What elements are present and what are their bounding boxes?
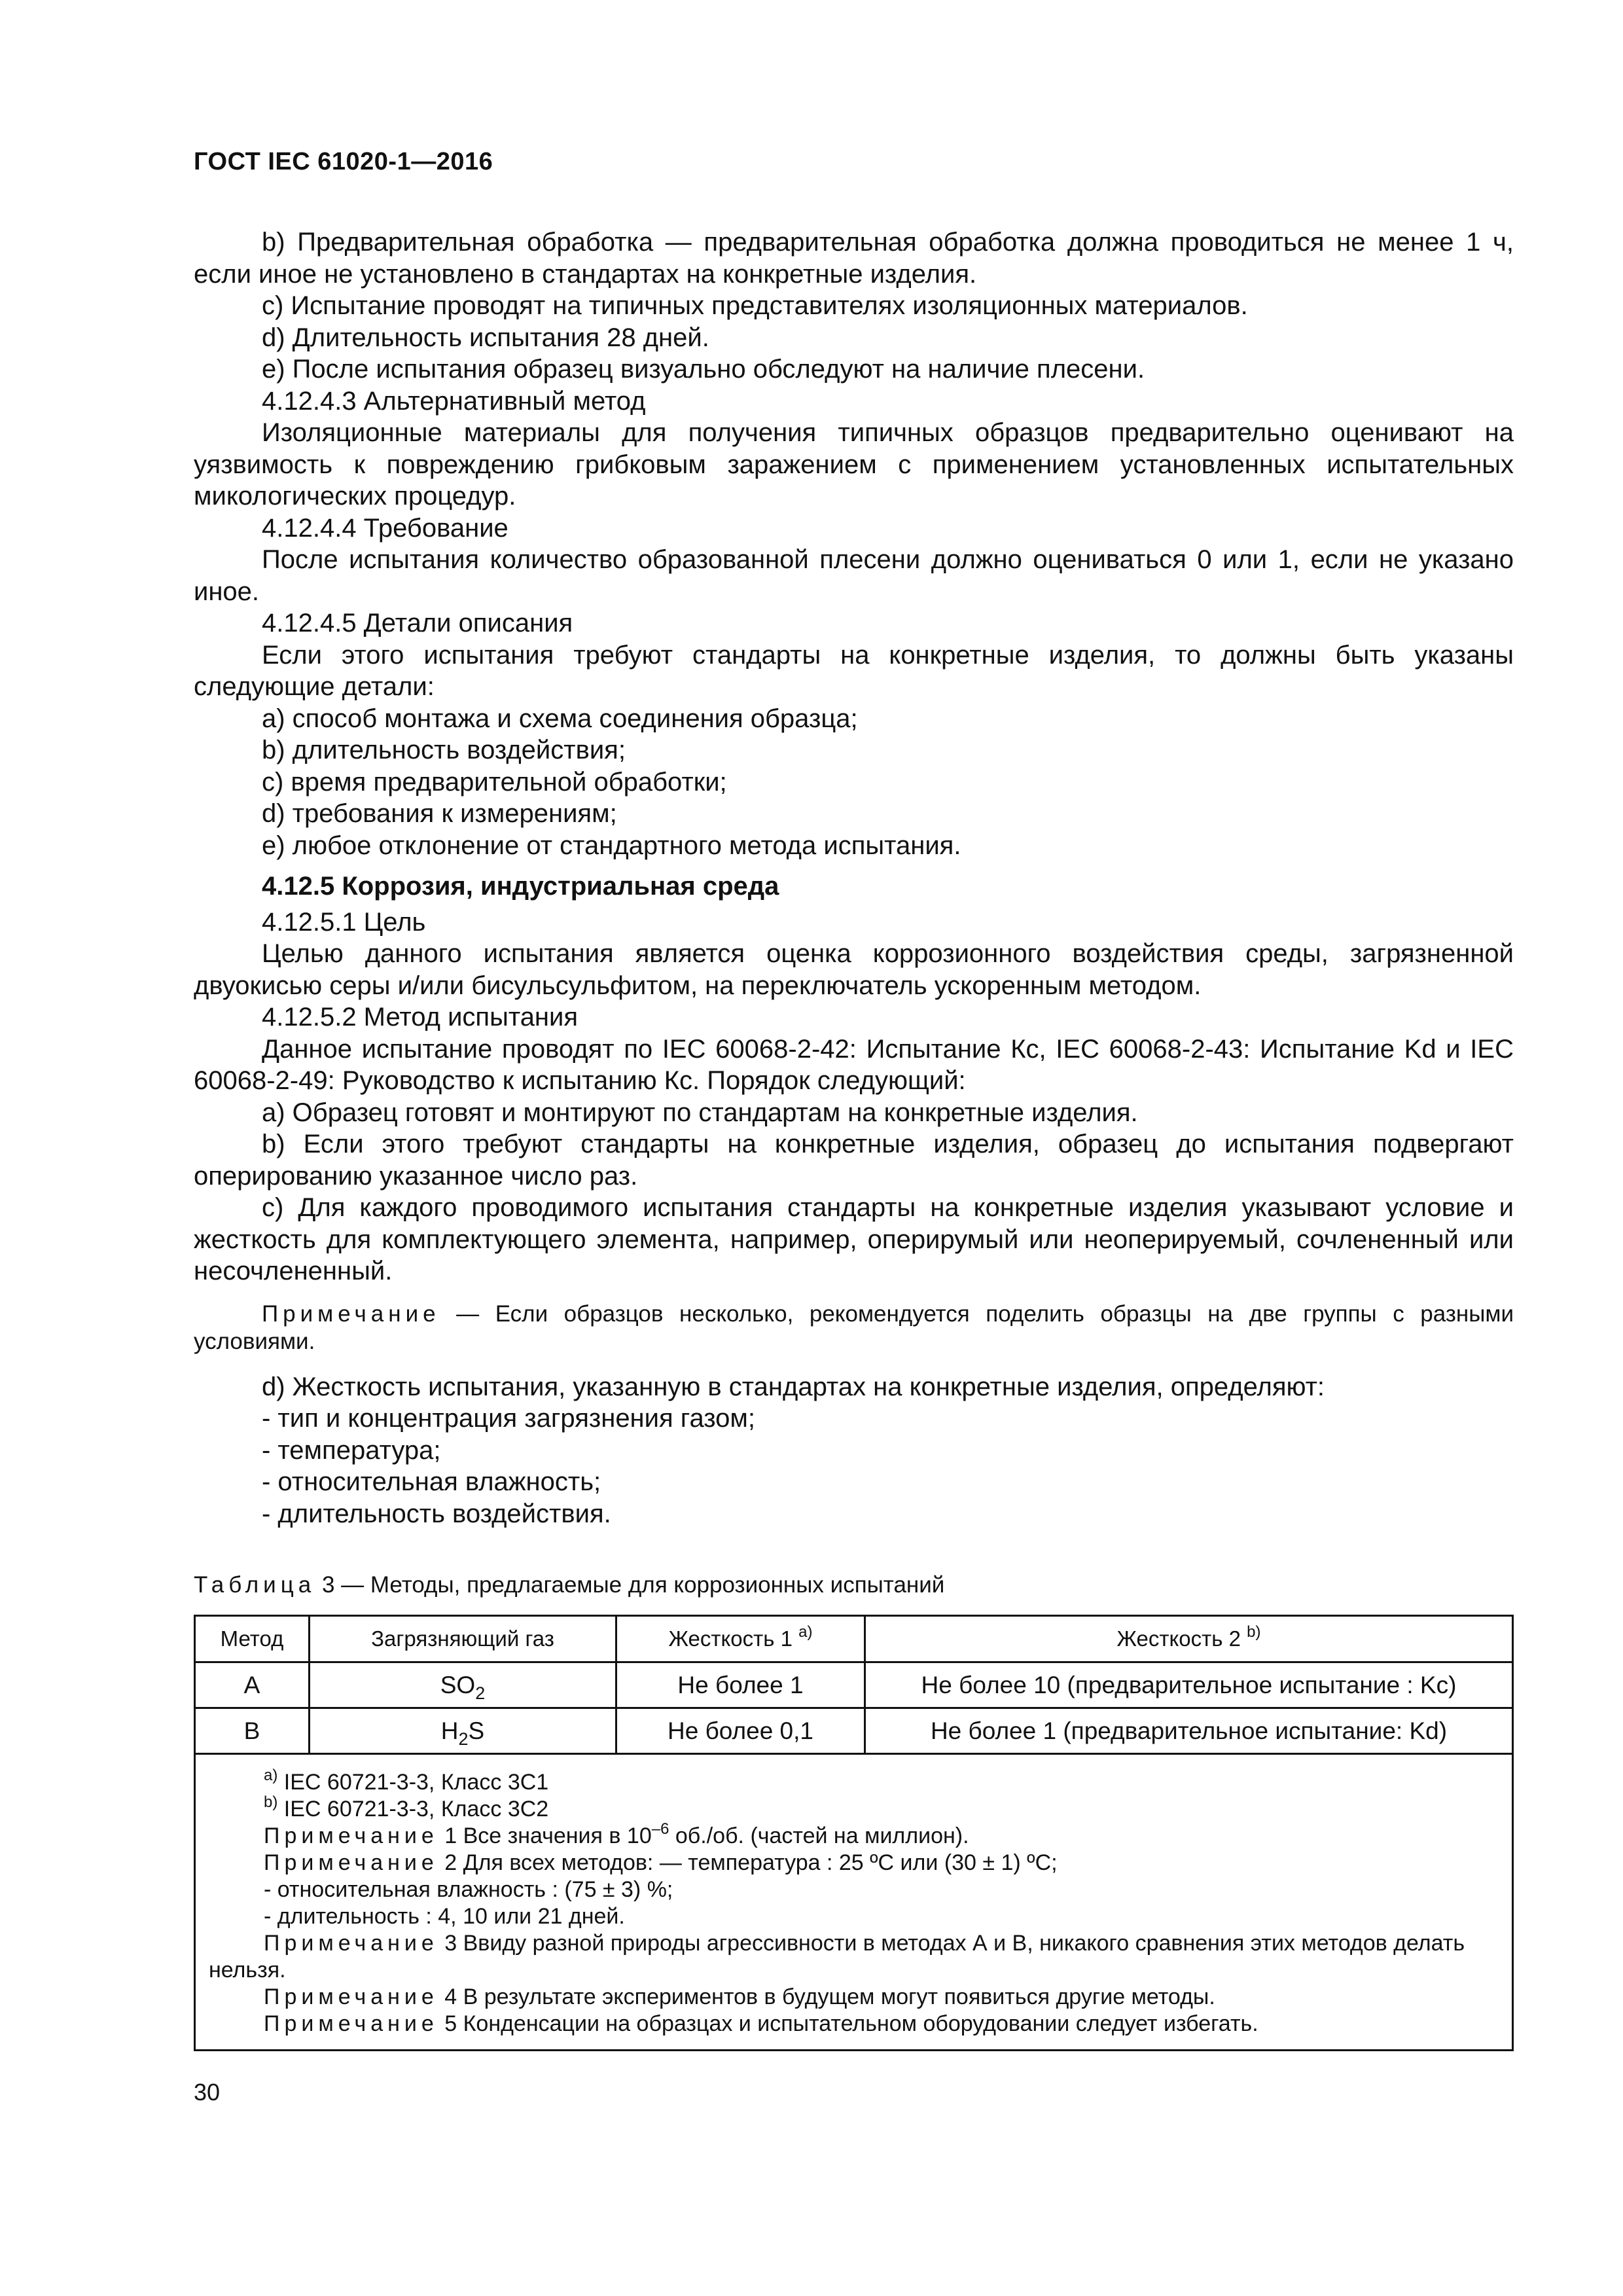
table-caption [194,1572,944,1598]
body-paragraph: Данное испытание проводят по IEC 60068-2-42: Испытание Кс, IEC 60068-2-43: Испытание Kd и IEC 60068-2-49: Руководство к испытанию Кс. Порядок следующий: [194,1034,1514,1095]
corrosion-methods-table [194,1615,1514,2051]
body-paragraph: b) Предварительная обработка — предварительная обработка должна проводиться не менее 1 ч, если иное не установлено в стандартах на конкретные изделия. [194,228,1514,289]
body-paragraph: d) Жесткость испытания, указанную в стандартах на конкретные изделия, определяют: [262,1372,1325,1401]
table-row [195,1708,1513,1754]
cell-method: A [195,1662,310,1708]
header-method: Метод [195,1616,310,1662]
body-paragraph: Целью данного испытания является оценка коррозионного воздействия среды, загрязненной двуокисью серы и/или бисульсульфитом, на переключатель ускоренным методом. [194,939,1514,1000]
note-text: — Если образцов несколько, рекомендуется поделить образцы на две группы с разными условиями. [194,1300,1514,1354]
table-note-3: Примечание 3 Ввиду разной природы агрессивности в методах А и В, никакого сравнения этих методов делать нельзя. [209,1931,1465,1982]
note-paragraph [194,1300,1514,1355]
table-row [195,1662,1513,1708]
note-label: Примечание [262,1300,440,1327]
body-paragraph: c) Для каждого проводимого испытания стандарты на конкретные изделия указывают условие и жесткость для комплектующего элемента, например, оперирумый или неоперируемый, сочлененный или несочлененный. [194,1193,1514,1285]
cell-gas: $SO_2$ [310,1662,616,1708]
body-paragraphs [194,226,1514,1287]
table-note-5: Примечание 5 Конденсации на образцах и испытательном оборудовании следует избегать. [264,2011,1258,2036]
body-paragraph: d) требования к измерениям; [262,799,617,828]
table-caption-text: 3 — Методы, предлагаемые для коррозионных испытаний [315,1572,945,1598]
body-paragraph: - относительная влажность; [262,1467,601,1496]
header-severity-2: Жесткость 2 $^{b)}$ [865,1616,1513,1662]
footnote-b: $^{b)}$ IEC 60721-3-3, Класс 3С2 [264,1793,549,1821]
body-paragraph: - длительность воздействия. [262,1499,611,1528]
footnote-a: $^{a)}$ IEC 60721-3-3, Класс 3С1 [264,1767,549,1795]
body-paragraph: 4.12.4.3 Альтернативный метод [262,386,646,416]
body-paragraph: - температура; [262,1435,441,1465]
section-heading: 4.12.5 Коррозия, индустриальная среда [262,872,779,901]
body-paragraph: b) Если этого требуют стандарты на конкретные изделия, образец до испытания подвергают оперированию указанное число раз. [194,1130,1514,1191]
cell-severity-2: Не более 10 (предварительное испытание : Kc) [865,1662,1513,1708]
body-paragraph: b) длительность воздействия; [262,736,626,764]
table-footnotes-row [195,1754,1513,2051]
body-paragraph: Изоляционные материалы для получения типичных образцов предварительно оценивают на уязвимость к повреждению грибковым заражением с применением установленных испытательных микологических процедур. [194,418,1514,511]
table-header-row [195,1616,1513,1662]
cell-severity-1: Не более 1 [616,1662,865,1708]
body-paragraph: - тип и концентрация загрязнения газом; [262,1404,756,1433]
body-paragraph: a) способ монтажа и схема соединения образца; [262,704,858,733]
body-paragraph: a) Образец готовят и монтируют по стандартам на конкретные изделия. [262,1098,1138,1127]
cell-method: B [195,1708,310,1754]
body-text [194,226,1514,1530]
body-paragraph: 4.12.5.1 Цель [262,907,426,937]
cell-severity-2: Не более 1 (предварительное испытание: Kd) [865,1708,1513,1754]
document-header: ГОСТ IEC 61020-1—2016 [194,148,493,175]
table-note-4: Примечание 4 В результате экспериментов в будущем могут появиться другие методы. [264,1984,1215,2009]
table-note-1: Примечание 1 Все значения в $10^{-6}$ об./об. (частей на миллион). [264,1820,969,1848]
body-paragraph: После испытания количество образованной плесени должно оцениваться 0 или 1, если не указано иное. [194,545,1514,606]
table-note-2-humidity: - относительная влажность : (75 ± 3) %; [264,1877,673,1902]
table-note-2-duration: - длительность : 4, 10 или 21 дней. [264,1904,625,1929]
table-caption-label: Таблица [194,1572,316,1598]
header-gas: Загрязняющий газ [310,1616,616,1662]
page-number: 30 [194,2079,221,2106]
body-paragraph: c) Испытание проводят на типичных представителях изоляционных материалов. [262,291,1248,320]
cell-gas: $H_2S$ [310,1708,616,1754]
body-paragraph: d) Длительность испытания 28 дней. [262,323,709,352]
body-paragraph: 4.12.4.4 Требование [262,513,508,543]
body-paragraph: e) После испытания образец визуально обследуют на наличие плесени. [262,355,1145,384]
header-severity-1: Жесткость 1 $^{a)}$ [616,1616,865,1662]
body-paragraph: 4.12.5.2 Метод испытания [262,1003,579,1031]
table-footnotes [195,1754,1513,2051]
body-paragraphs-2 [194,1371,1514,1530]
cell-severity-1: Не более 0,1 [616,1708,865,1754]
body-paragraph: e) любое отклонение от стандартного метода испытания. [262,831,961,860]
body-paragraph: Если этого испытания требуют стандарты на конкретные изделия, то должны быть указаны следующие детали: [194,640,1514,701]
table-note-2: Примечание 2 Для всех методов: — температура : 25 ºС или (30 ± 1) ºС; [264,1850,1058,1875]
body-paragraph: 4.12.4.5 Детали описания [262,609,573,637]
body-paragraph: c) время предварительной обработки; [262,767,727,797]
